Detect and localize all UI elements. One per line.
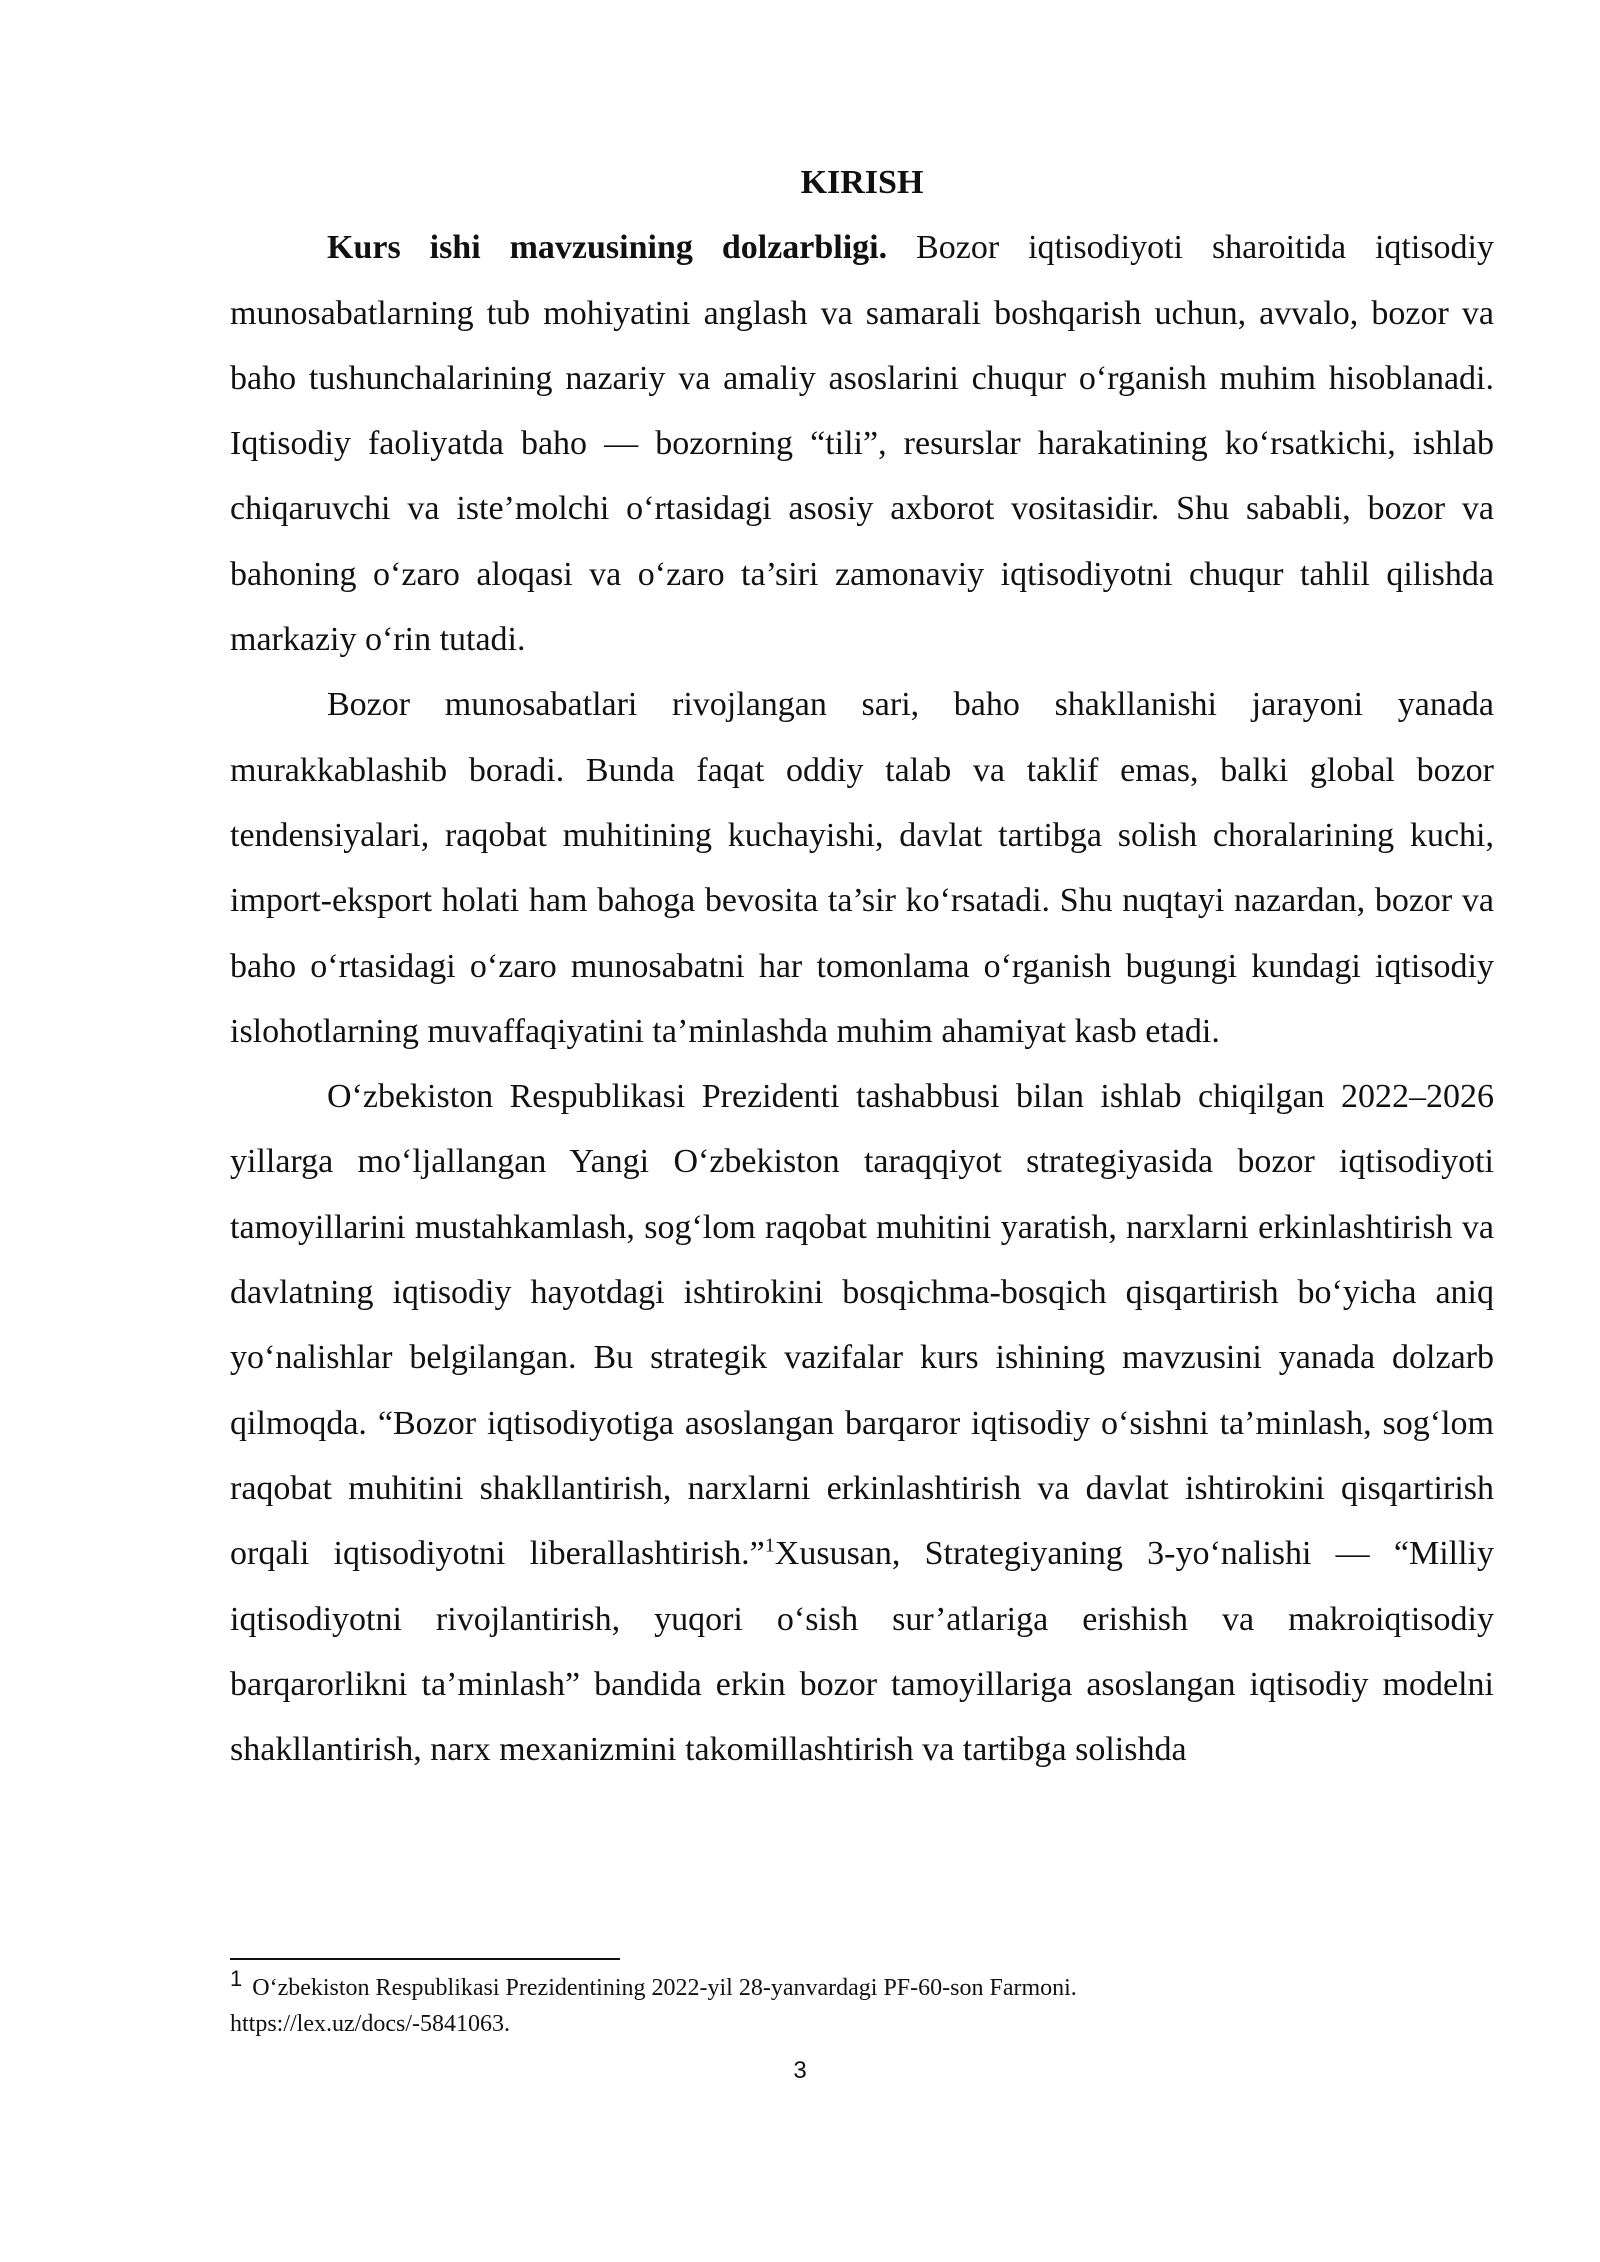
footnote-url[interactable]: https://lex.uz/docs/-5841063. (230, 2011, 510, 2037)
footnote-mark: 1 (230, 1966, 243, 1991)
section-heading: KIRISH (800, 164, 924, 201)
paragraph-text: Bozor iqtisodiyoti sharoitida iqtisodiy munosabatlarning tub mohiyatini anglash va samarali boshqarish uchun, avvalo, bozor va baho tushunchalarining nazariy va amaliy asoslarini chuqur o‘rganish muhim hisoblanadi. Iqtisodiy faoliyatda baho — bozorning “tili”, resurslar harakatining ko‘rsatkichi, ishlab chiqaruvchi va iste’molchi o‘rtasidagi asosiy axborot vositasidir. Shu sababli, bozor va bahoning o‘zaro aloqasi va o‘zaro ta’siri zamonaviy iqtisodiyotni chuqur tahlil qilishda markaziy o‘rin tutadi. (230, 229, 1494, 659)
paragraph-strategy (230, 1064, 1494, 1782)
main-text (230, 150, 1494, 1782)
paragraph-text-after-ref: Xususan, Strategiyaning 3-yo‘nalishi — “Milliy iqtisodiyotni rivojlantirish, yuqori o‘sish sur’atlariga erishish va makroiqtisodiy barqarorlikni ta’minlash” bandida erkin bozor tamoyillariga asoslangan iqtisodiy modelni shakllantirish, narx mexanizmini takomillashtirish va tartibga solishda (230, 1535, 1495, 1769)
paragraph-lead: Kurs ishi mavzusining dolzarbligi. (327, 229, 888, 267)
paragraph-market-relations: Bozor munosabatlari rivojlangan sari, baho shakllanishi jarayoni yanada murakkablashib boradi. Bunda faqat oddiy talab va taklif emas, balki global bozor tendensiyalari, raqobat muhitining kuchayishi, davlat tartibga solish choralarining kuchi, import-eksport holati ham bahoga bevosita ta’sir ko‘rsatadi. Shu nuqtayi nazardan, bozor va baho o‘rtasidagi o‘zaro munosabatni har tomonlama o‘rganish bugungi kundagi iqtisodiy islohotlarning muvaffaqiyatini ta’minlashda muhim ahamiyat kasb etadi. (230, 686, 1494, 1050)
footnote-text: O‘zbekiston Respublikasi Prezidentining 2022-yil 28-yanvardagi PF-60-son Farmoni. (252, 1975, 1077, 2001)
footnote-line (230, 1966, 1494, 2006)
footnote (230, 1966, 1494, 2042)
page-number: 3 (793, 2057, 807, 2084)
footnote-separator (230, 1958, 620, 1960)
footnote-reference[interactable]: 1 (764, 1534, 775, 1557)
paragraph-relevance (230, 215, 1494, 672)
paragraph-text-before-ref: O‘zbekiston Respublikasi Prezidenti tashabbusi bilan ishlab chiqilgan 2022–2026 yillarga mo‘ljallangan Yangi O‘zbekiston taraqqiyot strategiyasida bozor iqtisodiyoti tamoyillarini mustahkamlash, sog‘lom raqobat muhitini yaratish, narxlarni erkinlashtirish va davlatning iqtisodiy hayotdagi ishtirokini bosqichma-bosqich qisqartirish bo‘yicha aniq yo‘nalishlar belgilangan. Bu strategik vazifalar kurs ishining mavzusini yanada dolzarb qilmoqda. “Bozor iqtisodiyotiga asoslangan barqaror iqtisodiy o‘sishni ta’minlash, sog‘lom raqobat muhitini shakllantirish, narxlarni erkinlashtirish va davlat ishtirokini qisqartirish orqali iqtisodiyotni liberallashtirish.” (230, 1078, 1494, 1573)
